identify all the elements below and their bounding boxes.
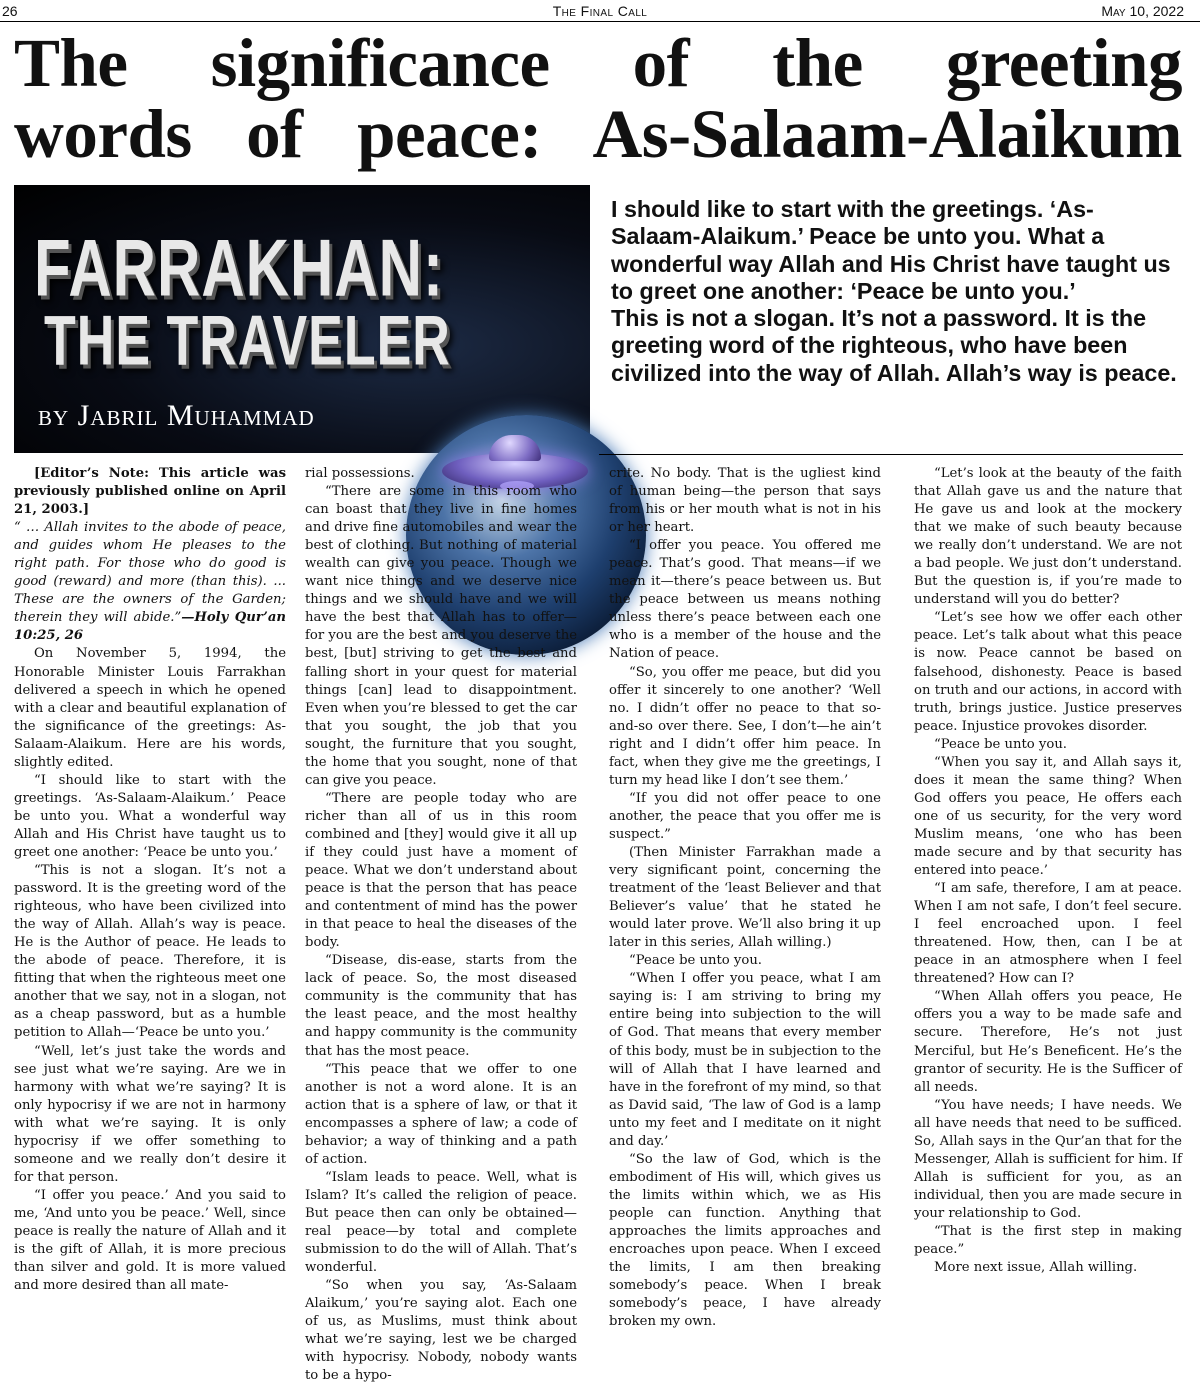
article-paragraph: “Islam leads to peace. Well, what is Islam? It’s called the religion of peace. But peace then can only be obtained—real peace—by total and complete submission to do the will of Allah. That’s wonderful.: [305, 1169, 577, 1276]
article-paragraph: “That is the first step in making peace.”: [914, 1223, 1182, 1258]
article-column-1: [14, 465, 286, 1295]
scripture-text: “ … Allah invites to the abode of peace, and guides whom He pleases to the right path. For those who do good is good (reward) and more (than this). ... These are the owners of the Garden; therein they will abide.”: [14, 520, 286, 626]
article-paragraph: “I offer you peace. You offered me peace. That’s good. That means—if we mean it—there’s peace between us. But the peace between us means nothing unless there’s peace between each one who is a member of the house and the Nation of peace.: [609, 538, 881, 662]
article-paragraph: “You have needs; I have needs. We all have needs that need to be sufficed. So, Allah says in the Qur’an that for the Messenger, Allah is sufficient for him. If Allah is sufficient for you, as an individual, then you are made secure in your relationship to God.: [914, 1097, 1182, 1221]
banner-title-1: FARRAKHAN:: [34, 222, 444, 313]
article-paragraph: “This peace that we offer to one another is not a word alone. It is an action that is a sphere of law, or that it encompasses a sphere of law; a code of behavior; a way of thinking and a path of action.: [305, 1061, 577, 1167]
headline: [14, 25, 1182, 172]
article-paragraph: rial possessions.: [305, 466, 415, 481]
banner-byline: by Jabril Muhammad: [38, 399, 315, 432]
page-number: 26: [2, 3, 18, 19]
article-paragraph: “So, you offer me peace, but did you offer it sincerely to one another? ‘Well no. I didn’t offer no peace to that so-and-so over there. See, I don’t—he ain’t right and I didn’t offer him peace. In fact, when they give me the greetings, I turn my head like I don’t see them.’: [609, 664, 881, 788]
article-column-2: [305, 465, 577, 1385]
article-paragraph: “So when you say, ‘As-Salaam Alaikum,’ you’re saying alot. Each one of us, as Muslims, must think about what we’re saying, lest we be charged with hypocrisy. Nobody, nobody wants to be a hypo-: [305, 1278, 577, 1384]
column-banner-image: [14, 185, 590, 453]
article-paragraph: “I should like to start with the greetings. ‘As-Salaam-Alaikum.’ Peace be unto you. What a wonderful way Allah and His Christ have taught us to greet one another: ‘Peace be unto you.’: [14, 772, 286, 860]
article-paragraph: “Disease, dis-ease, starts from the lack of peace. So, the most diseased community is the community that has the least peace, and the most healthy and happy community is the community that has the most peace.: [305, 953, 577, 1059]
article-column-4: [914, 465, 1182, 1277]
article-paragraph: “When you say it, and Allah says it, does it mean the same thing? When God offers you peace, He offers each one of us security, for the very word Muslim means, ‘one who has been made secure and by that security has entered into peace.’: [914, 754, 1182, 879]
article-paragraph: “Peace be unto you.: [934, 736, 1068, 752]
pull-quote-para-1: I should like to start with the greetings. ‘As-Salaam-Alaikum.’ Peace be unto you. What a wonderful way Allah and His Christ have taught us to greet one another: ‘Peace be unto you.’: [611, 196, 1171, 304]
article-paragraph: “Let’s look at the beauty of the faith that Allah gave us and the nature that He gave us and look at the mockery that we make of such beauty because we really don’t understand. We are not a bad people. We just don’t understand. But the question is, if you’re made to understand will you do better?: [914, 466, 1182, 608]
editors-note: [Editor’s Note: This article was previously published online on April 21, 2003.]: [14, 466, 286, 518]
divider-rule: [599, 454, 1183, 455]
page-header: [0, 0, 1200, 22]
headline-line-2: words of peace: As-Salaam-Alaikum: [14, 96, 1182, 172]
article-paragraph: More next issue, Allah willing.: [934, 1260, 1138, 1276]
article-paragraph: “Well, let’s just take the words and see just what we’re saying. Are we in harmony with what we’re saying? It is only hypocrisy if we are not in harmony with what we’re saying. It is only hypocrisy if we offer something to someone and we really don’t desire it for that person.: [14, 1043, 286, 1185]
article-paragraph: “If you did not offer peace to one another, the peace that you offer me is suspect.”: [609, 790, 881, 842]
article-paragraph: “I am safe, therefore, I am at peace. When I am not safe, I don’t feel secure. I feel encroached upon. I feel threatened. How, then, can I be at peace in an atmosphere when I feel threatened? How can I?: [914, 881, 1182, 987]
publication-name: The Final Call: [552, 3, 648, 19]
scripture-citation: —Holy Qur’an 10:25, 26: [14, 610, 286, 644]
pull-quote-para-2: This is not a slogan. It’s not a password. It is the greeting word of the righteous, who have been civilized into the way of Allah. Allah’s way is peace.: [611, 305, 1177, 386]
article-paragraph: “Let’s see how we offer each other peace. Let’s talk about what this peace is now. Peace cannot be based on falsehood, dishonesty. Peace is based on truth and our actions, in accord with truth, brings justice. Justice preserves peace. Injustice provokes disorder.: [914, 610, 1182, 734]
headline-line-1: The significance of the greeting: [14, 25, 1182, 101]
article-paragraph: “I offer you peace.’ And you said to me, ‘And unto you be peace.’ Well, since peace is really the nature of Allah and it is the gift of Allah, it is more precious than silver and gold. It is more valued and more desired than all mate-: [14, 1187, 286, 1294]
article-paragraph: (Then Minister Farrakhan made a very significant point, concerning the treatment of the ‘least Believer and that Believer’s value’ that he stated he would later prove. We’ll also bring it up later in this series, Allah willing.): [609, 844, 881, 951]
article-paragraph: crite. No body. That is the ugliest kind of human being—the person that says from his or her mouth what is not in his or her heart.: [609, 466, 881, 536]
article-paragraph: “There are people today who are richer than all of us in this room combined and [they] would give it all up if they could just have a moment of peace. What we don’t understand about peace is that the person that has peace and contentment of mind has the power in that peace to heal the diseases of the body.: [305, 790, 577, 951]
article-paragraph: “When I offer you peace, what I am saying is: I am striving to bring my entire being into subjection to the will of God. That means that every member of this body, must be in subjection to the will of Allah that I have learned and have in the forefront of my mind, so that as David said, ‘The law of God is a lamp unto my feet and I meditate on it night and day.’: [609, 971, 881, 1149]
article-paragraph: “So the law of God, which is the embodiment of His will, which gives us the limits within which, we as His people can function. Anything that approaches the limits approaches and encroaches upon peace. When I exceed the limits, I am then breaking somebody’s peace. When I break somebody’s peace, I have already broken my own.: [609, 1151, 881, 1330]
article-paragraph: “When Allah offers you peace, He offers you a way to be made safe and secure. Therefore, He’s not just Merciful, but He’s Beneficent. He’s the grantor of security. He is the Sufficer of all needs.: [914, 989, 1182, 1095]
issue-date: May 10, 2022: [1101, 3, 1184, 19]
article-paragraph: “Peace be unto you.: [629, 953, 763, 969]
article-paragraph: “This is not a slogan. It’s not a password. It is the greeting word of the righteous, who have been civilized into the way of Allah. Allah’s way is peace. He is the Author of peace. He leads to the abode of peace. Therefore, it is fitting that when the righteous meet one another that we say, not in a slogan, not as a cheap password, but as a humble petition to Allah—‘Peace be unto you.’: [14, 863, 286, 1041]
article-paragraph: “There are some in this room who can boast that they live in fine homes and drive fine automobiles and wear the best of clothing. But nothing of material wealth can give you peace. Though we want nice things and we deserve nice things and we should have and we will have the best that Allah has to offer—for you are the best and you deserve the best, [but] striving to get the best and falling short in your quest for material things [can] lead to disappointment. Even when you’re blessed to get the car that you sought, the job that you sought, the furniture that you sought, the home that you sought, none of that can give you peace.: [305, 484, 577, 788]
article-column-3: [609, 465, 881, 1331]
banner-title-2: THE TRAVELER: [44, 302, 451, 381]
scripture-quote: [14, 519, 286, 645]
article-paragraph: On November 5, 1994, the Honorable Minister Louis Farrakhan delivered a speech in which he opened with a clear and beautiful explanation of the significance of the greetings: As-Salaam-Alaikum. Here are his words, slightly edited.: [14, 646, 286, 770]
pull-quote: [611, 196, 1183, 387]
